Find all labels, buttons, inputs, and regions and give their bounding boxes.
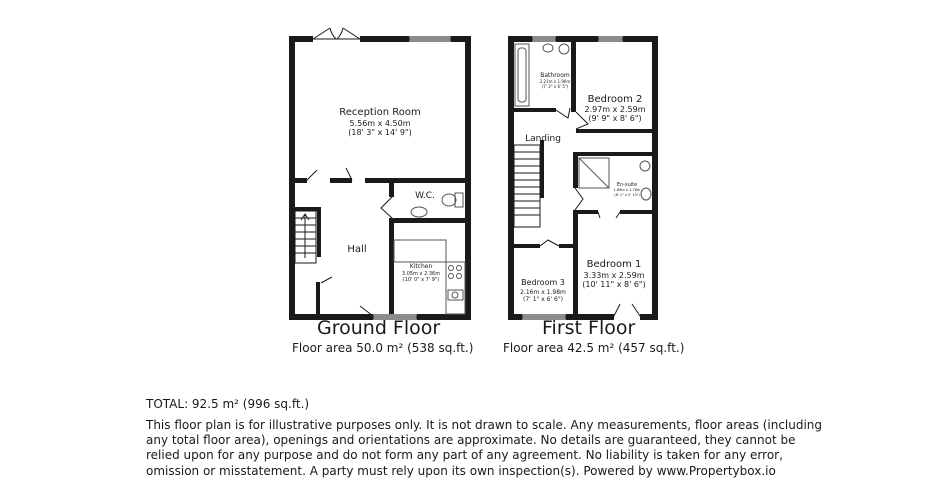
first-floor-plan — [508, 36, 658, 320]
ground-floor-area: Floor area 50.0 m² (538 sq.ft.) — [292, 341, 474, 355]
bedroom2-metric: 2.97m x 2.59m — [584, 105, 646, 114]
reception-room-imperial: (18' 3" x 14' 9") — [348, 128, 412, 137]
french-doors — [313, 28, 360, 39]
total-area: TOTAL: 92.5 m² (996 sq.ft.) — [146, 397, 310, 411]
bedroom3-imperial: (7' 1" x 6' 6") — [523, 296, 563, 303]
ground-floor-plan — [289, 28, 471, 320]
first-floor-title: First Floor — [542, 317, 636, 339]
bedroom2-name: Bedroom 2 — [587, 94, 643, 105]
bedroom3-metric: 2.16m x 1.98m — [520, 289, 566, 296]
reception-room-metric: 5.56m x 4.50m — [349, 119, 411, 128]
ground-floor-internal-walls — [295, 178, 465, 314]
bathroom-metric: 2.21m x 1.96m — [539, 79, 571, 84]
ensuite-name: En-suite — [616, 182, 638, 188]
bedroom1-imperial: (10' 11" x 8' 6") — [582, 280, 646, 289]
bedroom2-imperial: (9' 9" x 8' 6") — [588, 114, 642, 123]
bathroom-name: Bathroom — [540, 72, 570, 79]
bedroom1-metric: 3.33m x 2.59m — [583, 271, 645, 280]
wc-name: W.C. — [415, 191, 435, 201]
kitchen-metric: 3.05m x 2.36m — [401, 271, 441, 277]
bedroom1-name: Bedroom 1 — [586, 259, 642, 270]
ground-floor-stairs — [295, 211, 316, 263]
reception-room-name: Reception Room — [339, 107, 421, 118]
bedroom3-name: Bedroom 3 — [521, 278, 565, 287]
ground-floor-title: Ground Floor — [317, 317, 441, 339]
landing-name: Landing — [525, 134, 561, 144]
ensuite-imperial: (6' 1" x 5' 10") — [614, 193, 640, 197]
bathroom-imperial: (7' 3" x 6' 5") — [541, 84, 569, 89]
kitchen-name: Kitchen — [409, 263, 433, 270]
first-floor-area: Floor area 42.5 m² (457 sq.ft.) — [503, 341, 685, 355]
disclaimer-text: This floor plan is for illustrative purposes only. It is not drawn to scale. Any measurements, floor areas (including any total floor area), openings and orientations are approximate. No details are guaranteed, they cannot be relied upon for any purpose and do not form any part of any agreement. No liability is taken for any error, omission or misstatement. A party must rely upon its own inspection(s). Powered by www.Propertybox.io — [146, 418, 823, 478]
first-floor-stairs — [514, 145, 540, 227]
kitchen-imperial: (10' 0" x 7' 9") — [402, 277, 440, 283]
ensuite-metric: 1.86m x 1.78m — [613, 188, 641, 192]
hall-name: Hall — [347, 244, 367, 255]
